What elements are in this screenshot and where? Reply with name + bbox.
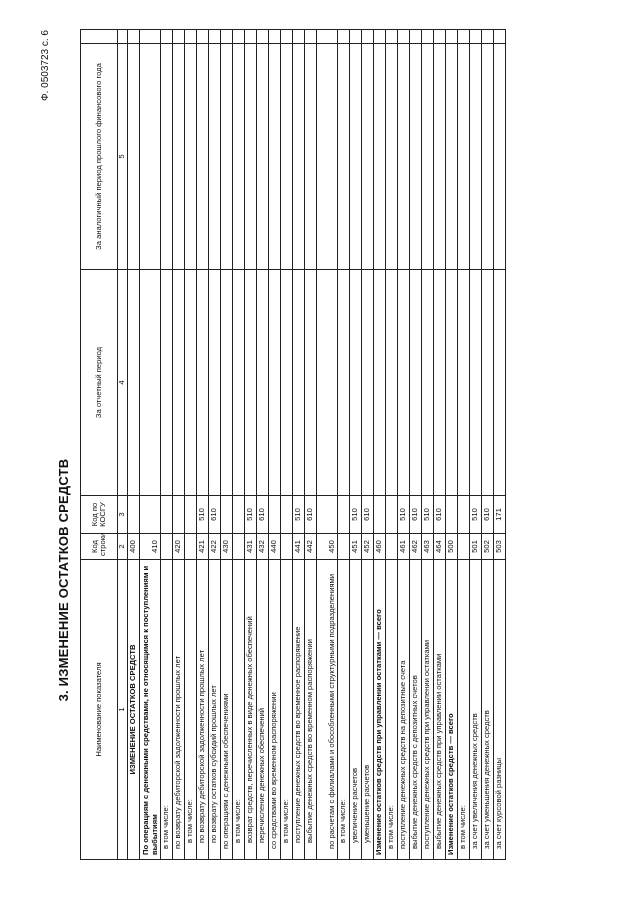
line-code [338,534,350,560]
current-period-value [422,270,434,496]
current-period-value [173,270,185,496]
previous-period-value [422,44,434,270]
table-row [257,30,269,860]
indicator-name: за счет уменьшения денежных средств [482,560,494,860]
line-code: 422 [209,534,221,560]
indicator-name: по возврату дебиторской задолженности прошлых лет [173,560,185,860]
table-row [221,30,233,860]
line-code: 460 [374,534,386,560]
column-number-empty [118,30,128,44]
indicator-name: возврат средств, перечисленных в виде денежных обеспечений [245,560,257,860]
kosgu-code [446,496,458,534]
previous-period-value [257,44,269,270]
line-code: 441 [293,534,305,560]
spare-cell [233,30,245,44]
table-row [281,30,293,860]
current-period-value [140,270,161,496]
line-code: 432 [257,534,269,560]
indicator-name: ИЗМЕНЕНИЕ ОСТАТКОВ СРЕДСТВ [128,560,140,860]
kosgu-code: 510 [245,496,257,534]
kosgu-code: 510 [398,496,410,534]
line-code: 440 [269,534,281,560]
indicator-name: в том числе: [458,560,470,860]
header-indicator-name: Наименование показателя [81,560,118,860]
header-previous-period: За аналогичный период прошлого финансового года [81,44,118,270]
table-body [128,30,506,860]
line-code: 421 [197,534,209,560]
column-number: 4 [118,270,128,496]
table-row [245,30,257,860]
previous-period-value [185,44,197,270]
current-period-value [209,270,221,496]
kosgu-code: 610 [305,496,317,534]
line-code [281,534,293,560]
spare-cell [257,30,269,44]
spare-cell [422,30,434,44]
previous-period-value [173,44,185,270]
kosgu-code [140,496,161,534]
table-row [422,30,434,860]
column-number-row [118,30,128,860]
line-code [386,534,398,560]
previous-period-value [410,44,422,270]
kosgu-code: 510 [197,496,209,534]
line-code: 450 [317,534,338,560]
line-code: 431 [245,534,257,560]
spare-cell [221,30,233,44]
current-period-value [305,270,317,496]
table-row [293,30,305,860]
spare-cell [434,30,446,44]
current-period-value [434,270,446,496]
current-period-value [233,270,245,496]
kosgu-code [221,496,233,534]
indicator-name: в том числе: [386,560,398,860]
current-period-value [446,270,458,496]
kosgu-code: 610 [257,496,269,534]
indicator-name: перечисление денежных обеспечений [257,560,269,860]
previous-period-value [362,44,374,270]
line-code [233,534,245,560]
indicator-name: в том числе: [281,560,293,860]
table-row [362,30,374,860]
current-period-value [245,270,257,496]
spare-cell [410,30,422,44]
current-period-value [374,270,386,496]
previous-period-value [197,44,209,270]
table-row [269,30,281,860]
table-row [350,30,362,860]
indicator-name: выбытие денежных средств с депозитных счетов [410,560,422,860]
table-row [197,30,209,860]
spare-cell [281,30,293,44]
line-code: 501 [470,534,482,560]
table-row [161,30,173,860]
previous-period-value [374,44,386,270]
kosgu-code [233,496,245,534]
current-period-value [482,270,494,496]
line-code: 502 [482,534,494,560]
previous-period-value [446,44,458,270]
previous-period-value [269,44,281,270]
previous-period-value [209,44,221,270]
line-code: 463 [422,534,434,560]
kosgu-code [317,496,338,534]
spare-cell [197,30,209,44]
current-period-value [494,270,506,496]
spare-cell [209,30,221,44]
kosgu-code [374,496,386,534]
indicator-name: в том числе: [185,560,197,860]
previous-period-value [305,44,317,270]
table-row [446,30,458,860]
table-row [434,30,446,860]
table-row [173,30,185,860]
header-kosgu-code: Код по КОСГУ [81,496,118,534]
indicator-name: в том числе: [161,560,173,860]
previous-period-value [458,44,470,270]
table-row [317,30,338,860]
current-period-value [221,270,233,496]
previous-period-value [398,44,410,270]
current-period-value [338,270,350,496]
previous-period-value [482,44,494,270]
header-spare-column [81,30,118,44]
line-code [185,534,197,560]
previous-period-value [221,44,233,270]
kosgu-code [128,496,140,534]
spare-cell [350,30,362,44]
section-title: 3. ИЗМЕНЕНИЕ ОСТАТКОВ СРЕДСТВ [56,458,71,702]
current-period-value [410,270,422,496]
kosgu-code [185,496,197,534]
indicator-name: поступление денежных средств при управлении остатками [422,560,434,860]
indicator-name: в том числе: [338,560,350,860]
current-period-value [128,270,140,496]
spare-cell [140,30,161,44]
current-period-value [257,270,269,496]
spare-cell [317,30,338,44]
spare-cell [305,30,317,44]
indicator-name: уменьшение расчетов [362,560,374,860]
current-period-value [458,270,470,496]
table-row [185,30,197,860]
line-code: 451 [350,534,362,560]
current-period-value [350,270,362,496]
line-code: 420 [173,534,185,560]
spare-cell [458,30,470,44]
indicator-name: за счет курсовой разницы [494,560,506,860]
line-code [161,534,173,560]
table-row [140,30,161,860]
kosgu-code [281,496,293,534]
table-row [410,30,422,860]
spare-cell [245,30,257,44]
indicator-name: со средствами во временном распоряжении [269,560,281,860]
line-code: 400 [128,534,140,560]
line-code: 500 [446,534,458,560]
cash-balance-change-table [80,29,506,860]
current-period-value [281,270,293,496]
spare-cell [293,30,305,44]
previous-period-value [317,44,338,270]
spare-cell [494,30,506,44]
table-row [233,30,245,860]
spare-cell [374,30,386,44]
indicator-name: поступление денежных средств на депозитные счета [398,560,410,860]
line-code: 464 [434,534,446,560]
spare-cell [173,30,185,44]
current-period-value [398,270,410,496]
previous-period-value [470,44,482,270]
column-number: 2 [118,534,128,560]
line-code: 452 [362,534,374,560]
kosgu-code: 510 [350,496,362,534]
indicator-name: поступление денежных средств во временное распоряжение [293,560,305,860]
indicator-name: за счет увеличения денежных средств [470,560,482,860]
current-period-value [269,270,281,496]
spare-cell [269,30,281,44]
previous-period-value [494,44,506,270]
form-code: Ф. 0503723 с. 6 [40,30,51,101]
indicator-name: по расчетам с филиалами и обособленными структурными подразделениями [317,560,338,860]
spare-cell [338,30,350,44]
previous-period-value [281,44,293,270]
indicator-name: в том числе: [233,560,245,860]
indicator-name: по возврату остатков субсидий прошлых лет [209,560,221,860]
line-code: 503 [494,534,506,560]
spare-cell [446,30,458,44]
kosgu-code: 610 [209,496,221,534]
table-row [470,30,482,860]
indicator-name: По операциям с денежными средствами, не относящимся к поступлениям и выбытиям [140,560,161,860]
previous-period-value [161,44,173,270]
current-period-value [161,270,173,496]
table-row [128,30,140,860]
rotated-form-sheet [40,30,620,860]
indicator-name: Изменение остатков средств — всего [446,560,458,860]
indicator-name: Изменение остатков средств при управлении остатками — всего [374,560,386,860]
line-code: 462 [410,534,422,560]
line-code [458,534,470,560]
kosgu-code: 510 [422,496,434,534]
kosgu-code: 610 [410,496,422,534]
spare-cell [128,30,140,44]
previous-period-value [140,44,161,270]
kosgu-code [173,496,185,534]
current-period-value [197,270,209,496]
current-period-value [185,270,197,496]
current-period-value [362,270,374,496]
kosgu-code: 610 [362,496,374,534]
spare-cell [398,30,410,44]
table-row [494,30,506,860]
kosgu-code: 510 [470,496,482,534]
header-current-period: За отчетный период [81,270,118,496]
previous-period-value [233,44,245,270]
previous-period-value [245,44,257,270]
spare-cell [161,30,173,44]
column-number: 1 [118,560,128,860]
kosgu-code [386,496,398,534]
previous-period-value [128,44,140,270]
kosgu-code: 610 [482,496,494,534]
table-row [458,30,470,860]
kosgu-code [458,496,470,534]
kosgu-code [269,496,281,534]
indicator-name: выбытие денежных средств при управлении остатками [434,560,446,860]
kosgu-code: 510 [293,496,305,534]
indicator-name: увеличение расчетов [350,560,362,860]
indicator-name: выбытие денежных средств во временном распоряжении [305,560,317,860]
column-number: 3 [118,496,128,534]
line-code: 410 [140,534,161,560]
previous-period-value [434,44,446,270]
spare-cell [470,30,482,44]
spare-cell [185,30,197,44]
line-code: 461 [398,534,410,560]
kosgu-code: 171 [494,496,506,534]
current-period-value [293,270,305,496]
kosgu-code: 610 [434,496,446,534]
spare-cell [482,30,494,44]
previous-period-value [386,44,398,270]
kosgu-code [161,496,173,534]
header-line-code: Код строки [81,534,118,560]
table-row [338,30,350,860]
current-period-value [470,270,482,496]
column-number: 5 [118,44,128,270]
kosgu-code [338,496,350,534]
current-period-value [317,270,338,496]
previous-period-value [338,44,350,270]
previous-period-value [350,44,362,270]
indicator-name: по возврату дебиторской задолженности прошлых лет [197,560,209,860]
table-row [305,30,317,860]
current-period-value [386,270,398,496]
table-row [398,30,410,860]
table-row [374,30,386,860]
header-row [81,30,118,860]
table-row [482,30,494,860]
line-code: 430 [221,534,233,560]
spare-cell [386,30,398,44]
previous-period-value [293,44,305,270]
spare-cell [362,30,374,44]
table-row [209,30,221,860]
indicator-name: по операциям с денежными обеспечениями [221,560,233,860]
line-code: 442 [305,534,317,560]
table-row [386,30,398,860]
